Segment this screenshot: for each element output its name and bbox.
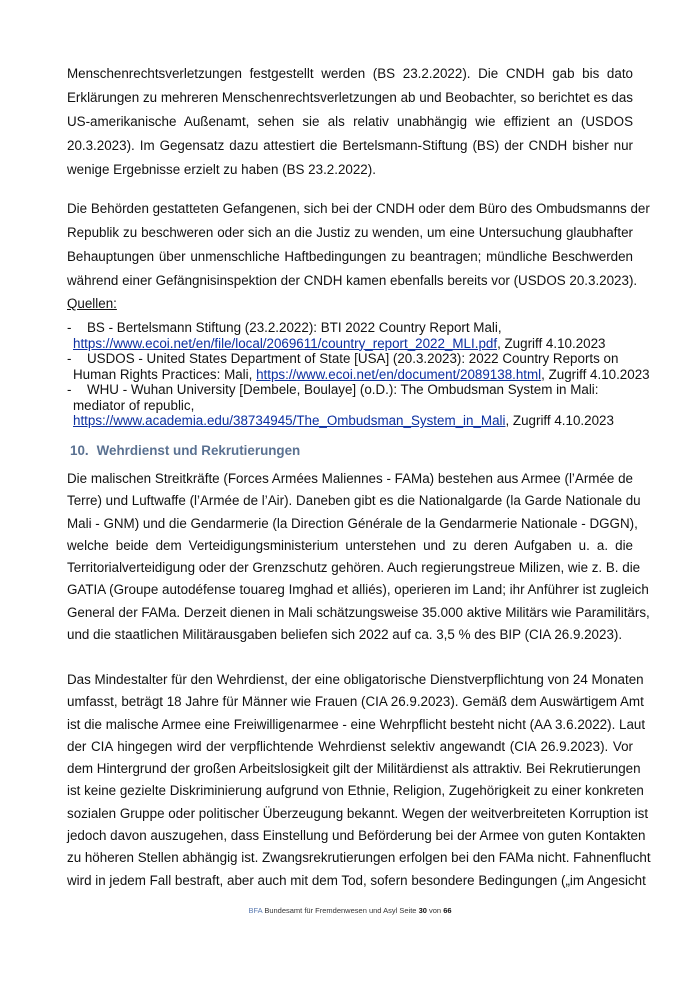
source-item: - WHU - Wuhan University [Dembele, Boulaye] (o.D.): The Ombudsman System in Mali: mediator of republic, https://www.academia.edu/38734945/The_Ombudsman_System_in_Mali, Zugriff 4.10.2023 — [67, 382, 667, 429]
paragraph-line: Republik zu beschweren oder sich an die Justiz zu wenden, um eine Untersuchung glaubhafter — [67, 225, 633, 240]
footer-of: von — [429, 906, 442, 915]
source-text: BS - Bertelsmann Stiftung (23.2.2022): BTI 2022 Country Report Mali, — [87, 320, 502, 335]
sources-list — [67, 320, 667, 429]
heading-number: 10. — [70, 443, 89, 458]
paragraph-line: Erklärungen zu mehreren Menschenrechtsverletzungen ab und Beobachter, so berichtet es das — [67, 90, 633, 105]
paragraph — [67, 669, 651, 892]
page-total: 66 — [443, 906, 452, 915]
paragraph-line: Terre) und Luftwaffe (l’Armée de l’Air). Daneben gibt es die Nationalgarde (la Garde Nationale du — [67, 493, 641, 509]
page-footer — [0, 906, 700, 915]
paragraph-line: jedoch davon auszugehen, dass Einstellung und Beförderung bei der Armee von guten Kontakten — [67, 828, 646, 844]
paragraph-line: während einer Gefängnisinspektion der CNDH kamen ebenfalls bereits vor (USDOS 20.3.2023). — [67, 273, 638, 288]
footer-brand: BFA — [248, 906, 263, 915]
paragraph-line: und die staatlichen Militärausgaben beliefen sich 2022 auf ca. 3,5 % des BIP (CIA 26.9.2023). — [67, 627, 623, 643]
footer-text: Bundesamt für Fremdenwesen und Asyl Seite — [264, 906, 417, 915]
source-access: , Zugriff 4.10.2023 — [541, 366, 650, 382]
source-access: , Zugriff 4.10.2023 — [505, 413, 614, 428]
source-item: - USDOS - United States Department of State [USA] (20.3.2023): 2022 Country Reports on Human Rights Practices: Mali, https://www.ecoi.net/en/document/2089138.html, Zugriff 4.10.2023 — [67, 351, 667, 382]
paragraph-line: Behauptungen über unmenschliche Haftbedingungen zu beantragen; mündliche Beschwerden — [67, 249, 633, 264]
source-text: mediator of republic, — [73, 397, 195, 413]
source-access: , Zugriff 4.10.2023 — [497, 335, 606, 351]
sources-title: Quellen: — [67, 296, 117, 311]
source-text: Human Rights Practices: Mali, — [73, 366, 257, 382]
source-link[interactable]: https://www.ecoi.net/en/document/2089138.html — [256, 366, 542, 382]
source-item: - BS - Bertelsmann Stiftung (23.2.2022): BTI 2022 Country Report Mali, https://www.ecoi.net/en/file/local/2069611/country_report_2022_MLI.pdf, Zugriff 4.10.2023 — [67, 320, 667, 351]
paragraph-line: 20.3.2023). Im Gegensatz dazu attestiert die Bertelsmann-Stiftung (BS) der CNDH bisher nur — [67, 138, 633, 153]
paragraph-line: Mali - GNM) und die Gendarmerie (la Direction Générale de la Gendarmerie Nationale - DGGN), — [67, 515, 638, 531]
paragraph-line: Territorialverteidigung oder der Grenzschutz gehören. Auch regierungstreue Milizen, wie z. B. die — [67, 560, 641, 576]
paragraph-line: der CIA hingegen wird der verpflichtende Wehrdienst selektiv angewandt (CIA 26.9.2023). Vor — [67, 738, 633, 754]
source-link[interactable]: https://www.ecoi.net/en/file/local/2069611/country_report_2022_MLI.pdf — [73, 335, 498, 351]
section-heading — [70, 443, 308, 458]
paragraph-line: zu höheren Stellen abhängig ist. Zwangsrekrutierungen erfolgen bei den FAMa nicht. Fahnenflucht — [67, 850, 651, 866]
paragraph-line: ist keine gezielte Diskriminierung aufgrund von Ethnie, Religion, Zugehörigkeit zu einer konkreten — [67, 783, 644, 799]
paragraph-line: wenige Ergebnisse erzielt zu haben (BS 23.2.2022). — [67, 162, 376, 177]
paragraph-line: US-amerikanische Außenamt, sehen sie als relativ unabhängig wie effizient an (USDOS — [67, 114, 633, 129]
source-text: USDOS - United States Department of State [USA] (20.3.2023): 2022 Country Reports on — [87, 351, 619, 366]
paragraph — [67, 62, 633, 182]
paragraph-line: Die Behörden gestatteten Gefangenen, sich bei der CNDH oder dem Büro des Ombudsmanns der — [67, 201, 650, 216]
paragraph-line: umfasst, beträgt 18 Jahre für Männer wie Frauen (CIA 26.9.2023). Gemäß dem Auswärtigem Amt — [67, 694, 644, 710]
paragraph-line: wird in jedem Fall bestraft, aber auch mit dem Tod, sofern besondere Bedingungen („im Angesicht — [67, 872, 646, 888]
source-link[interactable]: https://www.academia.edu/38734945/The_Ombudsman_System_in_Mali — [73, 413, 506, 428]
paragraph-line: ist die malische Armee eine Freiwilligenarmee - eine Wehrpflicht besteht nicht (AA 3.6.2022). Laut — [67, 716, 646, 732]
paragraph-line: General der FAMa. Derzeit dienen in Mali schätzungsweise 35.000 aktive Militärs wie Paramilitärs, — [67, 604, 650, 620]
page-number: 30 — [418, 906, 427, 915]
paragraph-line: Menschenrechtsverletzungen festgestellt werden (BS 23.2.2022). Die CNDH gab bis dato — [67, 66, 633, 81]
source-text: WHU - Wuhan University [Dembele, Boulaye] (o.D.): The Ombudsman System in Mali: — [87, 382, 599, 397]
paragraph-line: welche beide dem Verteidigungsministerium unterstehen und zu deren Aufgaben u. a. die — [67, 537, 633, 553]
paragraph-line: GATIA (Groupe autodéfense touareg Imghad et alliés), operieren im Land; ihr Anführer ist zugleich — [67, 582, 649, 598]
paragraph — [67, 468, 650, 646]
paragraph-line: sozialen Gruppe oder politischer Überzeugung bekannt. Wegen der weitverbreiteten Korruption ist — [67, 805, 649, 821]
paragraph-line: dem Hintergrund der großen Arbeitslosigkeit gilt der Militärdienst als attraktiv. Bei Rekrutierungen — [67, 761, 641, 777]
paragraph-line: Das Mindestalter für den Wehrdienst, der eine obligatorische Dienstverpflichtung von 24 Monaten — [67, 672, 644, 687]
paragraph-line: Die malischen Streitkräfte (Forces Armées Maliennes - FAMa) bestehen aus Armee (l’Armée de — [67, 471, 633, 486]
paragraph — [67, 197, 650, 293]
heading-title: Wehrdienst und Rekrutierungen — [96, 443, 301, 458]
